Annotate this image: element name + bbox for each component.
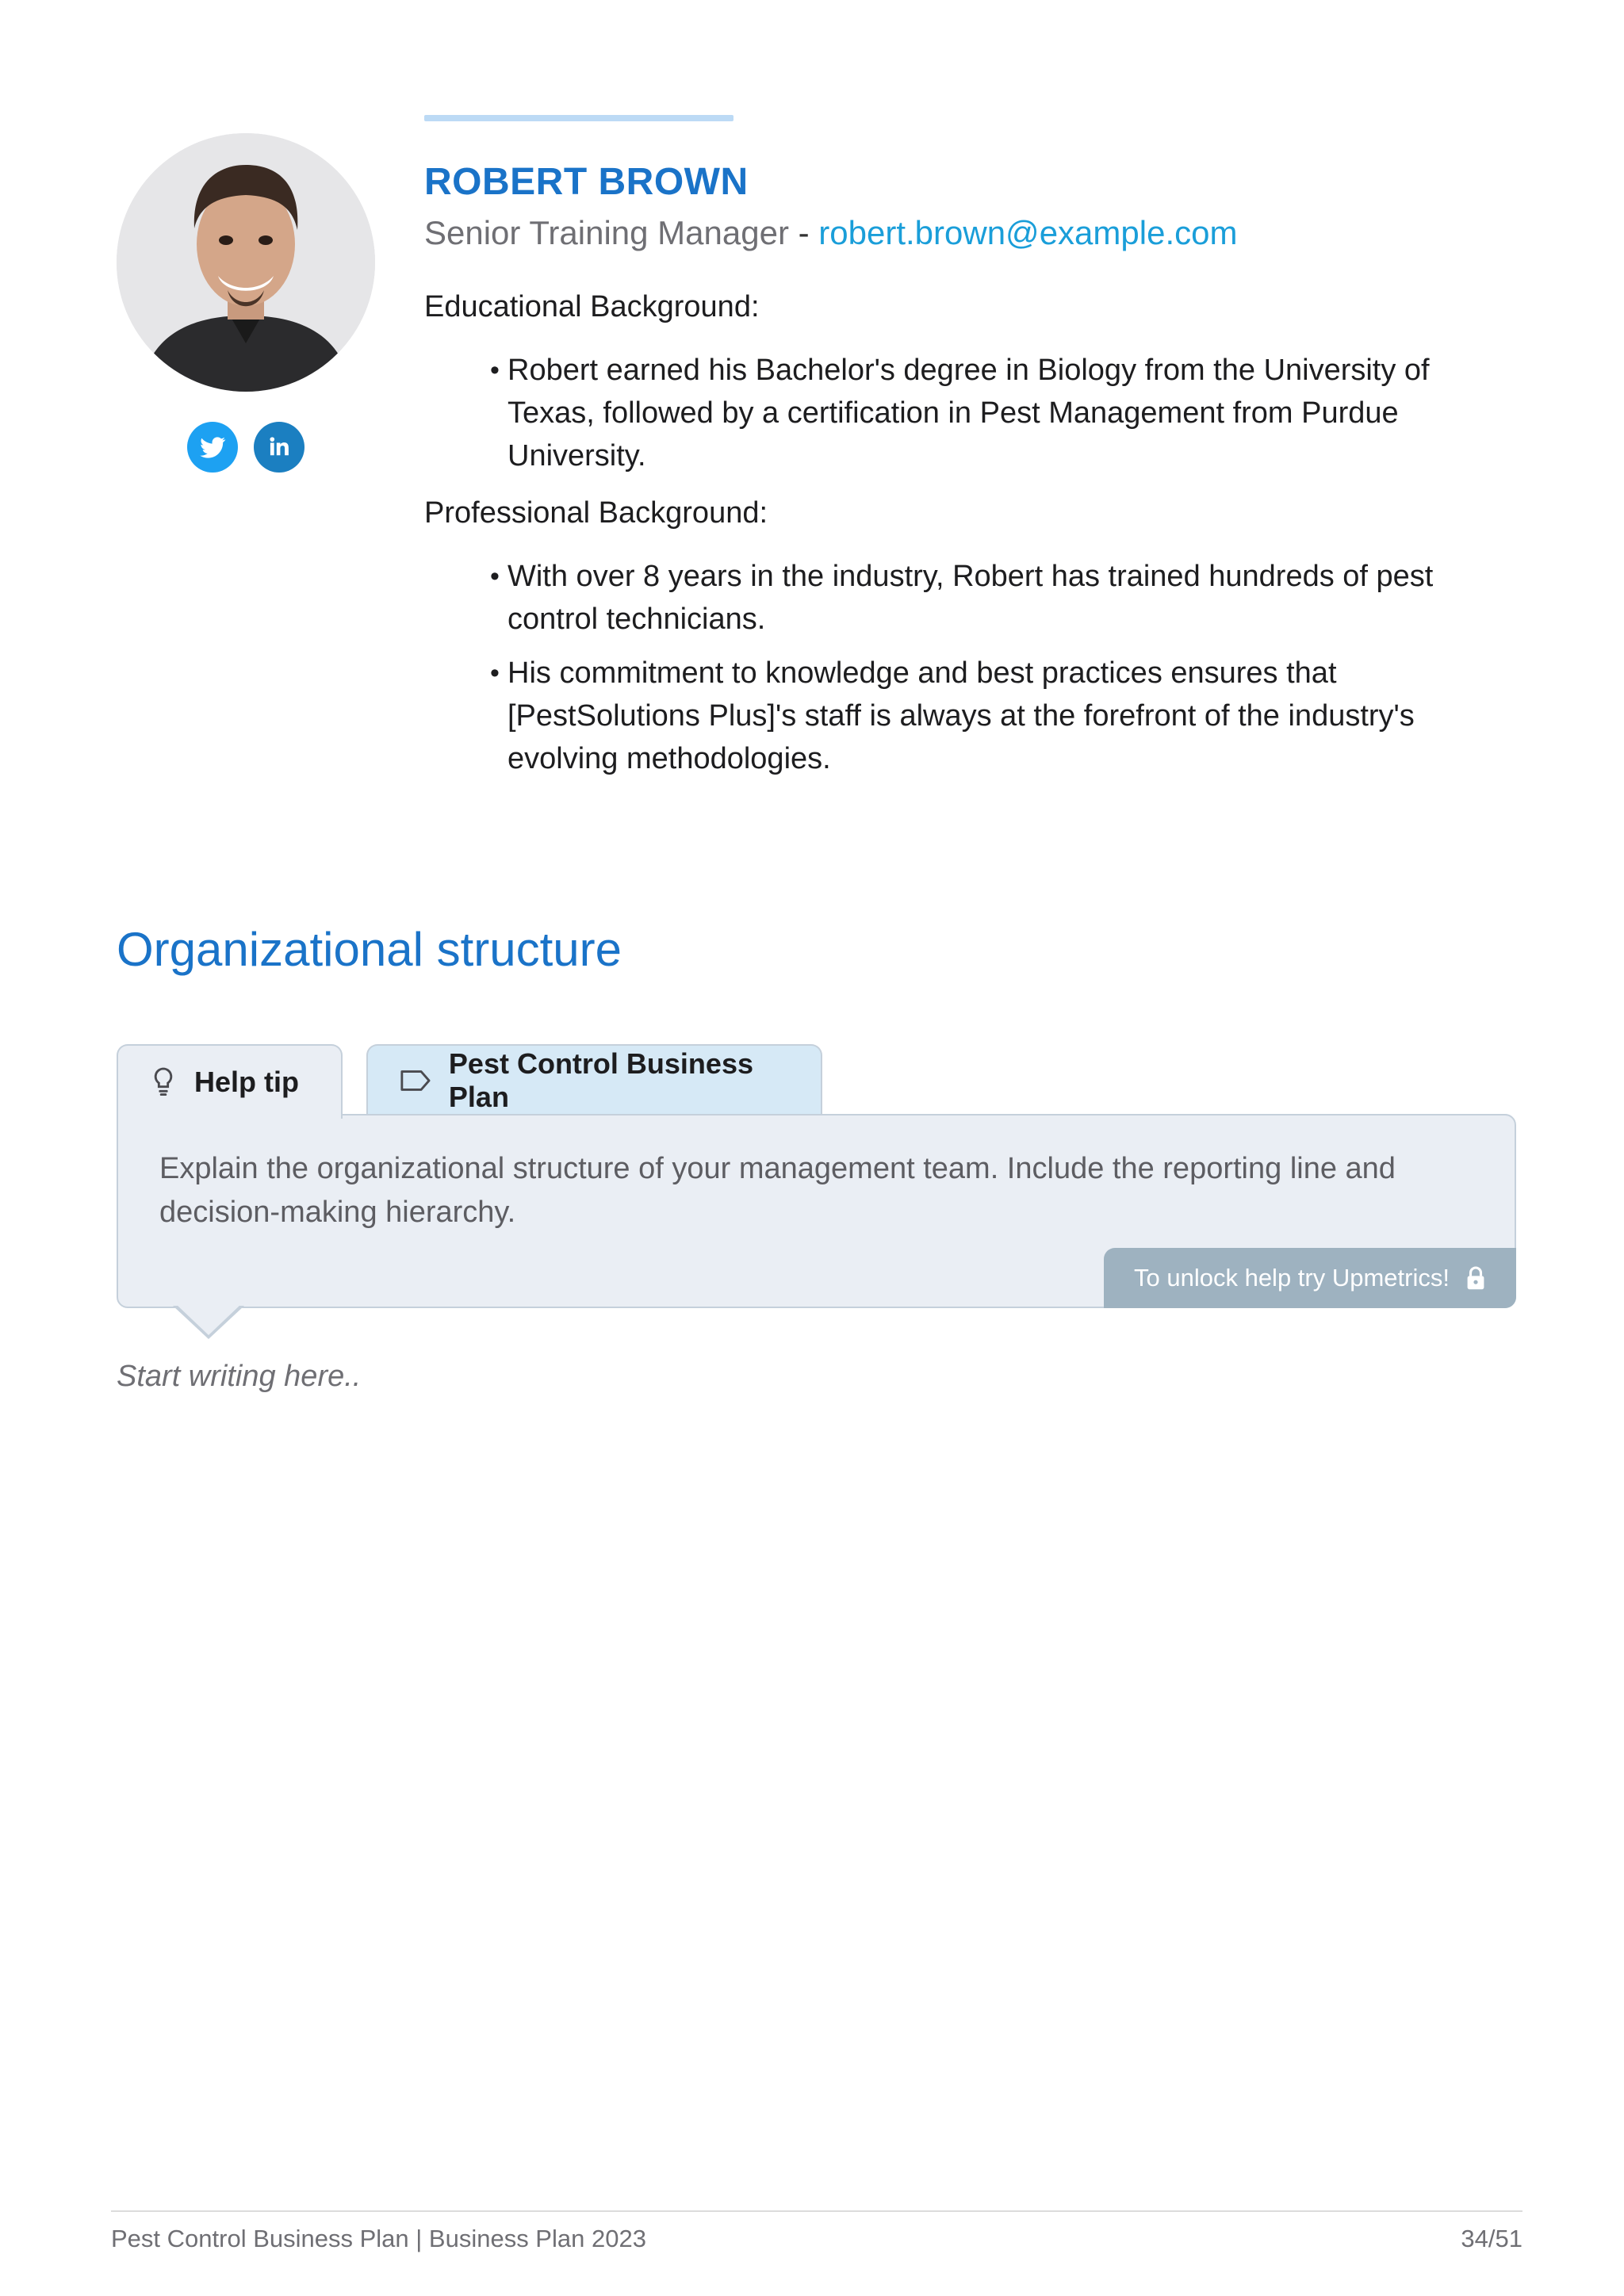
tab-business-plan-label: Pest Control Business Plan [448,1047,753,1113]
lock-icon [1465,1265,1486,1291]
tab-help-tip[interactable] [117,1044,343,1119]
header-accent-bar [424,115,733,121]
profile-name: ROBERT BROWN [424,161,749,203]
list-item: • His commitment to knowledge and best practices ensures that [PestSolutions Plus]'s staff is always at the forefront of the industry's evolving methodologies. [508,652,1479,780]
avatar [117,133,375,392]
unlock-help-button[interactable] [1104,1248,1516,1308]
section-title: Organizational structure [117,923,622,976]
lightbulb-icon [150,1066,177,1098]
footer-document-title: Pest Control Business Plan | Business Plan 2023 [111,2225,646,2252]
tab-help-tip-label: Help tip [194,1066,299,1098]
twitter-icon[interactable] [187,422,238,473]
profile-section [424,159,1479,791]
tab-business-plan[interactable] [366,1044,822,1115]
professional-heading: Professional Background: [424,496,768,530]
help-tip-text: Explain the organizational structure of your management team. Include the reporting line and decision-making hierarchy. [159,1152,1396,1229]
profile-email-link[interactable]: robert.brown@example.com [818,214,1238,251]
unlock-help-label: To unlock help try Upmetrics! [1134,1264,1450,1292]
educational-heading: Educational Background: [424,290,760,323]
profile-title-line [424,209,1479,257]
editor-placeholder[interactable]: Start writing here.. [117,1360,362,1393]
professional-list [424,555,1479,780]
educational-list [424,349,1479,477]
help-tip-box [117,1114,1516,1308]
profile-separator: - [798,214,810,251]
linkedin-icon[interactable] [254,422,304,473]
social-links [187,422,304,473]
help-tip-pointer [173,1306,244,1339]
footer-divider [111,2210,1522,2212]
list-item: • Robert earned his Bachelor's degree in Biology from the University of Texas, followed by a certification in Pest Management from Purdue University. [508,349,1479,477]
tag-icon [400,1069,431,1093]
footer-page-number: 34/51 [1461,2225,1522,2252]
profile-role: Senior Training Manager [424,214,789,251]
list-item: • With over 8 years in the industry, Robert has trained hundreds of pest control technicians. [508,555,1479,641]
profile-photo [117,133,375,392]
